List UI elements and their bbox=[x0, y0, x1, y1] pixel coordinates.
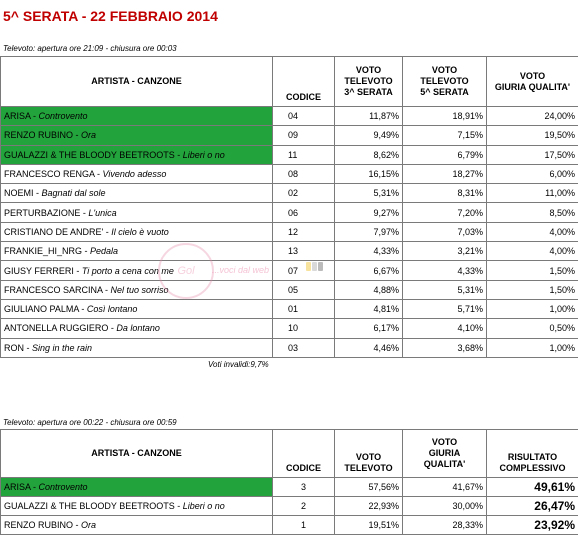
televoto-5-cell: 7,15% bbox=[403, 126, 487, 145]
artist-song-cell: NOEMI - Bagnati dal sole bbox=[1, 184, 273, 203]
song-title: Ora bbox=[81, 130, 97, 141]
televoto-note-2: Televoto: apertura ore 00:22 - chiusura ore 00:59 bbox=[3, 418, 177, 427]
risultato-cell: 23,92% bbox=[487, 516, 578, 535]
giuria-cell: 6,00% bbox=[487, 164, 578, 183]
artist-name: PERTURBAZIONE bbox=[4, 207, 81, 218]
televoto-5-cell: 7,20% bbox=[403, 203, 487, 222]
table-row bbox=[1, 126, 578, 145]
header-voto-televoto: VOTO TELEVOTO bbox=[335, 430, 403, 478]
song-title: Ti porto a cena con me bbox=[81, 265, 174, 276]
table-row bbox=[1, 242, 578, 261]
artist-name: CRISTIANO DE ANDRE' bbox=[4, 226, 104, 237]
televoto-3-cell: 6,67% bbox=[335, 261, 403, 280]
table-row bbox=[1, 478, 578, 497]
song-title: Da lontano bbox=[116, 323, 160, 334]
watermark-text: ...voci dal web bbox=[212, 265, 270, 275]
header-artist: ARTISTA - CANZONE bbox=[1, 57, 273, 107]
televoto-3-cell: 4,88% bbox=[335, 280, 403, 299]
artist-song-cell: FRANCESCO SARCINA - Nel tuo sorriso bbox=[1, 280, 273, 299]
televoto-5-cell: 6,79% bbox=[403, 145, 487, 164]
artist-name: ANTONELLA RUGGIERO bbox=[4, 323, 109, 334]
song-title: Sing in the rain bbox=[32, 342, 93, 353]
song-title: Così lontano bbox=[86, 304, 138, 315]
codice-cell: 10 bbox=[273, 319, 335, 338]
song-title: L'unica bbox=[88, 207, 117, 218]
televoto-5-cell: 3,21% bbox=[403, 242, 487, 261]
artist-song-cell: FRANCESCO RENGA - Vivendo adesso bbox=[1, 164, 273, 183]
artist-song-cell: ARISA - Controvento bbox=[1, 107, 273, 126]
televoto-cell: 22,93% bbox=[335, 497, 403, 516]
artist-name: ARISA bbox=[4, 482, 31, 492]
artist-name: RENZO RUBINO bbox=[4, 130, 74, 141]
codice-cell: 02 bbox=[273, 184, 335, 203]
risultato-cell: 49,61% bbox=[487, 478, 578, 497]
song-title: Bagnati dal sole bbox=[41, 188, 106, 199]
artist-song-cell: RENZO RUBINO - Ora bbox=[1, 126, 273, 145]
song-title: Controvento bbox=[38, 111, 88, 122]
televoto-3-cell: 16,15% bbox=[335, 164, 403, 183]
codice-cell: 05 bbox=[273, 280, 335, 299]
codice-cell: 13 bbox=[273, 242, 335, 261]
watermark-logo: Gol bbox=[158, 243, 214, 299]
giuria-cell: 19,50% bbox=[487, 126, 578, 145]
artist-name: ARISA bbox=[4, 111, 31, 122]
song-title: Nel tuo sorriso bbox=[110, 284, 169, 295]
giuria-cell: 24,00% bbox=[487, 107, 578, 126]
song-title: Pedala bbox=[90, 246, 119, 257]
codice-cell: 1 bbox=[273, 516, 335, 535]
table-row bbox=[1, 319, 578, 338]
artist-song-cell: GIUSY FERRERI - Ti porto a cena con me bbox=[1, 261, 273, 280]
codice-cell: 2 bbox=[273, 497, 335, 516]
artist-name: NOEMI bbox=[4, 188, 34, 199]
codice-cell: 3 bbox=[273, 478, 335, 497]
televoto-5-cell: 5,31% bbox=[403, 280, 487, 299]
televoto-3-cell: 9,27% bbox=[335, 203, 403, 222]
codice-cell: 07 bbox=[273, 261, 335, 280]
artist-name: GIULIANO PALMA bbox=[4, 304, 79, 315]
table-row bbox=[1, 203, 578, 222]
giuria-cell: 11,00% bbox=[487, 184, 578, 203]
codice-cell: 03 bbox=[273, 338, 335, 357]
televoto-5-cell: 5,71% bbox=[403, 299, 487, 318]
results-table-2 bbox=[0, 429, 578, 535]
televoto-5-cell: 18,27% bbox=[403, 164, 487, 183]
artist-song-cell: CRISTIANO DE ANDRE' - Il cielo è vuoto bbox=[1, 222, 273, 241]
artist-song-cell: ANTONELLA RUGGIERO - Da lontano bbox=[1, 319, 273, 338]
watermark-dots-icon bbox=[306, 258, 324, 270]
results-table-1 bbox=[0, 56, 578, 358]
codice-cell: 09 bbox=[273, 126, 335, 145]
codice-cell: 11 bbox=[273, 145, 335, 164]
table-row bbox=[1, 164, 578, 183]
artist-song-cell: FRANKIE_HI_NRG - Pedala bbox=[1, 242, 273, 261]
artist-song-cell: GUALAZZI & THE BLOODY BEETROOTS - Liberi o no bbox=[1, 145, 273, 164]
televoto-5-cell: 4,33% bbox=[403, 261, 487, 280]
televoto-3-cell: 5,31% bbox=[335, 184, 403, 203]
televoto-3-cell: 8,62% bbox=[335, 145, 403, 164]
risultato-cell: 26,47% bbox=[487, 497, 578, 516]
giuria-cell: 41,67% bbox=[403, 478, 487, 497]
giuria-cell: 1,50% bbox=[487, 261, 578, 280]
giuria-cell: 30,00% bbox=[403, 497, 487, 516]
televoto-5-cell: 18,91% bbox=[403, 107, 487, 126]
artist-name: FRANCESCO RENGA bbox=[4, 169, 95, 180]
televoto-3-cell: 4,81% bbox=[335, 299, 403, 318]
artist-song-cell: RENZO RUBINO - Ora bbox=[1, 516, 273, 535]
song-title: Controvento bbox=[38, 482, 88, 492]
codice-cell: 12 bbox=[273, 222, 335, 241]
table-row bbox=[1, 280, 578, 299]
table-row bbox=[1, 516, 578, 535]
giuria-cell: 1,00% bbox=[487, 338, 578, 357]
artist-name: GUALAZZI & THE BLOODY BEETROOTS bbox=[4, 149, 175, 160]
artist-song-cell: ARISA - Controvento bbox=[1, 478, 273, 497]
artist-name: RENZO RUBINO bbox=[4, 520, 74, 530]
header-risultato: RISULTATO COMPLESSIVO bbox=[487, 430, 578, 478]
table-row bbox=[1, 338, 578, 357]
codice-cell: 01 bbox=[273, 299, 335, 318]
song-title: Vivendo adesso bbox=[102, 169, 167, 180]
artist-name: FRANKIE_HI_NRG bbox=[4, 246, 83, 257]
codice-cell: 08 bbox=[273, 164, 335, 183]
header-voto-televoto-5: VOTO TELEVOTO 5^ SERATA bbox=[403, 57, 487, 107]
table-row bbox=[1, 184, 578, 203]
televoto-5-cell: 3,68% bbox=[403, 338, 487, 357]
table-row bbox=[1, 107, 578, 126]
televoto-cell: 57,56% bbox=[335, 478, 403, 497]
televoto-3-cell: 7,97% bbox=[335, 222, 403, 241]
header-codice-2: CODICE bbox=[273, 430, 335, 478]
giuria-cell: 1,00% bbox=[487, 299, 578, 318]
giuria-cell: 4,00% bbox=[487, 222, 578, 241]
table-row bbox=[1, 299, 578, 318]
header-voto-giuria: VOTO GIURIA QUALITA' bbox=[487, 57, 578, 107]
header-voto-televoto-3: VOTO TELEVOTO 3^ SERATA bbox=[335, 57, 403, 107]
televoto-3-cell: 11,87% bbox=[335, 107, 403, 126]
artist-name: RON bbox=[4, 342, 24, 353]
artist-song-cell: GUALAZZI & THE BLOODY BEETROOTS - Liberi o no bbox=[1, 497, 273, 516]
header-codice: CODICE bbox=[273, 57, 335, 107]
televoto-3-cell: 9,49% bbox=[335, 126, 403, 145]
table-row bbox=[1, 145, 578, 164]
header-voto-giuria-2: VOTO GIURIA QUALITA' bbox=[403, 430, 487, 478]
header-artist-2: ARTISTA - CANZONE bbox=[1, 430, 273, 478]
giuria-cell: 17,50% bbox=[487, 145, 578, 164]
giuria-cell: 0,50% bbox=[487, 319, 578, 338]
artist-name: GIUSY FERRERI bbox=[4, 265, 74, 276]
televoto-3-cell: 4,33% bbox=[335, 242, 403, 261]
table-row bbox=[1, 497, 578, 516]
giuria-cell: 8,50% bbox=[487, 203, 578, 222]
giuria-cell: 28,33% bbox=[403, 516, 487, 535]
televoto-note-1: Televoto: apertura ore 21:09 - chiusura ore 00:03 bbox=[3, 44, 177, 53]
song-title: Ora bbox=[81, 520, 97, 530]
televoto-3-cell: 4,46% bbox=[335, 338, 403, 357]
televoto-5-cell: 4,10% bbox=[403, 319, 487, 338]
giuria-cell: 1,50% bbox=[487, 280, 578, 299]
invalid-votes-note: Voti invalidi:9,7% bbox=[208, 360, 269, 369]
giuria-cell: 4,00% bbox=[487, 242, 578, 261]
codice-cell: 06 bbox=[273, 203, 335, 222]
artist-song-cell: RON - Sing in the rain bbox=[1, 338, 273, 357]
song-title: Il cielo è vuoto bbox=[111, 226, 169, 237]
artist-name: GUALAZZI & THE BLOODY BEETROOTS bbox=[4, 501, 175, 511]
table-row bbox=[1, 261, 578, 280]
table-row bbox=[1, 222, 578, 241]
artist-song-cell: GIULIANO PALMA - Così lontano bbox=[1, 299, 273, 318]
televoto-cell: 19,51% bbox=[335, 516, 403, 535]
televoto-5-cell: 7,03% bbox=[403, 222, 487, 241]
televoto-3-cell: 6,17% bbox=[335, 319, 403, 338]
page-title: 5^ SERATA - 22 FEBBRAIO 2014 bbox=[3, 8, 218, 24]
song-title: Liberi o no bbox=[182, 149, 225, 160]
artist-name: FRANCESCO SARCINA bbox=[4, 284, 103, 295]
codice-cell: 04 bbox=[273, 107, 335, 126]
televoto-5-cell: 8,31% bbox=[403, 184, 487, 203]
artist-song-cell: PERTURBAZIONE - L'unica bbox=[1, 203, 273, 222]
song-title: Liberi o no bbox=[182, 501, 225, 511]
